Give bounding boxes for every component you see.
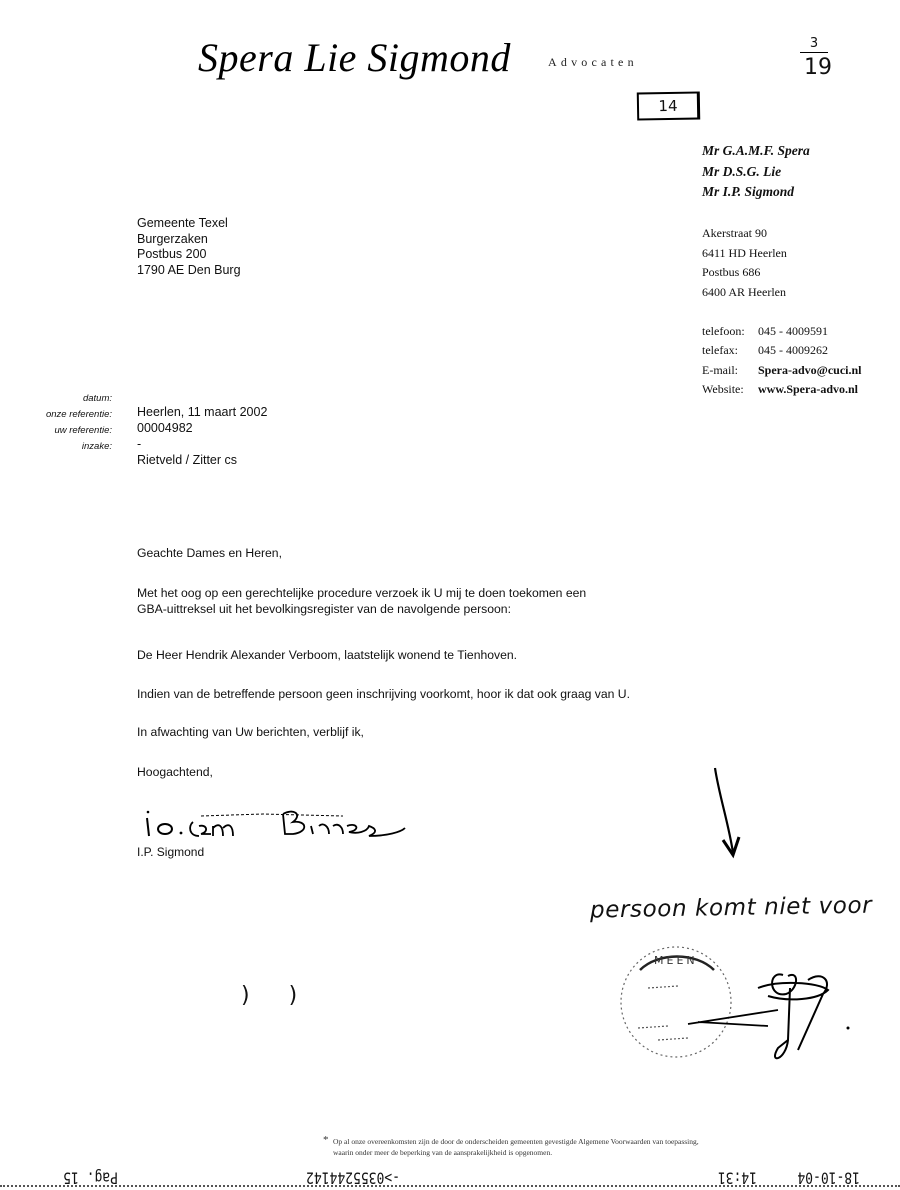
office-details <box>702 224 862 400</box>
handwritten-brackets: ) ) <box>241 983 314 1008</box>
svg-text:MEEN: MEEN <box>654 954 698 967</box>
handwritten-note: persoon komt niet voor <box>589 892 873 924</box>
contact-value: 045 - 4009591 <box>758 323 828 338</box>
contact-label: Website: <box>702 382 744 396</box>
boxed-page-number: 14 <box>637 91 700 120</box>
paragraph-3: Indien van de betreffende persoon geen inschrijving voorkomt, hoor ik dat ook graag van U. <box>137 687 630 701</box>
contact-label: telefax: <box>702 343 738 357</box>
firm-subtitle: Advocaten <box>548 55 638 69</box>
footnote-line-2: waarin onder meer de beperking van de aansprakelijkheid is opgenomen. <box>333 1147 553 1157</box>
footnote-line-1: Op al onze overeenkomsten zijn de door de onderscheiden gemeenten gevestigde Algemene Voorwaarden van toepassing, <box>333 1137 699 1146</box>
contact-fax <box>702 341 862 361</box>
contact-email-value[interactable]: Spera-advo@cuci.nl <box>758 362 862 377</box>
meta-label-subject: inzake: <box>81 441 112 452</box>
signatory-name: I.P. Sigmond <box>137 845 205 859</box>
paragraph-1-line-2: GBA-uittreksel uit het bevolkingsregister van de navolgende persoon: <box>137 602 511 616</box>
meta-label-our-ref: onze referentie: <box>45 409 112 420</box>
municipal-stamp-icon <box>618 940 858 1070</box>
contact-phone <box>702 322 862 342</box>
perforation-divider <box>0 1185 900 1189</box>
contact-email <box>702 361 862 381</box>
recipient-line: Postbus 200 <box>137 247 207 261</box>
meta-labels <box>30 390 112 454</box>
meta-value-subject: Rietveld / Zitter cs <box>137 453 238 467</box>
contact-label: E-mail: <box>702 362 738 377</box>
corner-annotation-bottom: 19 <box>804 55 832 80</box>
office-street: Akerstraat 90 <box>702 226 767 240</box>
partner-name: Mr G.A.M.F. Spera <box>702 143 810 158</box>
office-po-box: Postbus 686 <box>702 265 761 279</box>
recipient-line: Burgerzaken <box>137 231 208 246</box>
asterisk-icon: * <box>323 1134 329 1146</box>
signature-scribble <box>143 806 413 842</box>
paragraph-2: De Heer Hendrik Alexander Verboom, laatstelijk wonend te Tienhoven. <box>137 648 518 662</box>
fax-time: 14:31 <box>717 1167 757 1186</box>
meta-label-your-ref: uw referentie: <box>54 425 112 436</box>
signature <box>143 806 413 848</box>
meta-value-our-ref: 00004982 <box>137 421 193 435</box>
fax-header <box>0 1166 900 1184</box>
fax-number: ->0355244142 <box>306 1167 400 1186</box>
fax-page: Pag. 15 <box>63 1167 118 1186</box>
paragraph-1 <box>137 585 586 617</box>
contact-value: 045 - 4009262 <box>758 343 828 357</box>
corner-annotation-top: 3 <box>800 36 828 53</box>
recipient-line: Gemeente Texel <box>137 216 228 230</box>
recipient-line: 1790 AE Den Burg <box>137 262 241 277</box>
paragraph-1-line-1: Met het oog op een gerechtelijke procedure verzoek ik U mij te doen toekomen een <box>137 586 587 600</box>
fax-date: 18-10-04 <box>797 1167 860 1186</box>
meta-label-date: datum: <box>82 393 112 404</box>
contact-website <box>702 380 862 400</box>
partners-list <box>702 141 810 203</box>
corner-annotation <box>800 36 832 80</box>
meta-value-your-ref: - <box>137 437 142 451</box>
footnote <box>323 1134 699 1158</box>
closing: Hoogachtend, <box>137 765 213 779</box>
office-po-postcode-city: 6400 AR Heerlen <box>702 284 786 299</box>
meta-values <box>137 404 267 468</box>
meta-value-date: Heerlen, 11 maart 2002 <box>137 405 268 419</box>
handwritten-arrow-icon <box>705 765 755 860</box>
paragraph-4: In afwachting van Uw berichten, verblijf ik, <box>137 725 364 739</box>
contact-website-value[interactable]: www.Spera-advo.nl <box>758 382 859 396</box>
firm-logo: Spera Lie Sigmond <box>198 35 511 80</box>
contact-label: telefoon: <box>702 323 745 338</box>
office-postcode-city: 6411 HD Heerlen <box>702 245 787 260</box>
salutation: Geachte Dames en Heren, <box>137 546 282 560</box>
recipient-address <box>137 216 241 278</box>
partner-name: Mr I.P. Sigmond <box>702 184 795 199</box>
partner-name: Mr D.S.G. Lie <box>702 163 782 179</box>
